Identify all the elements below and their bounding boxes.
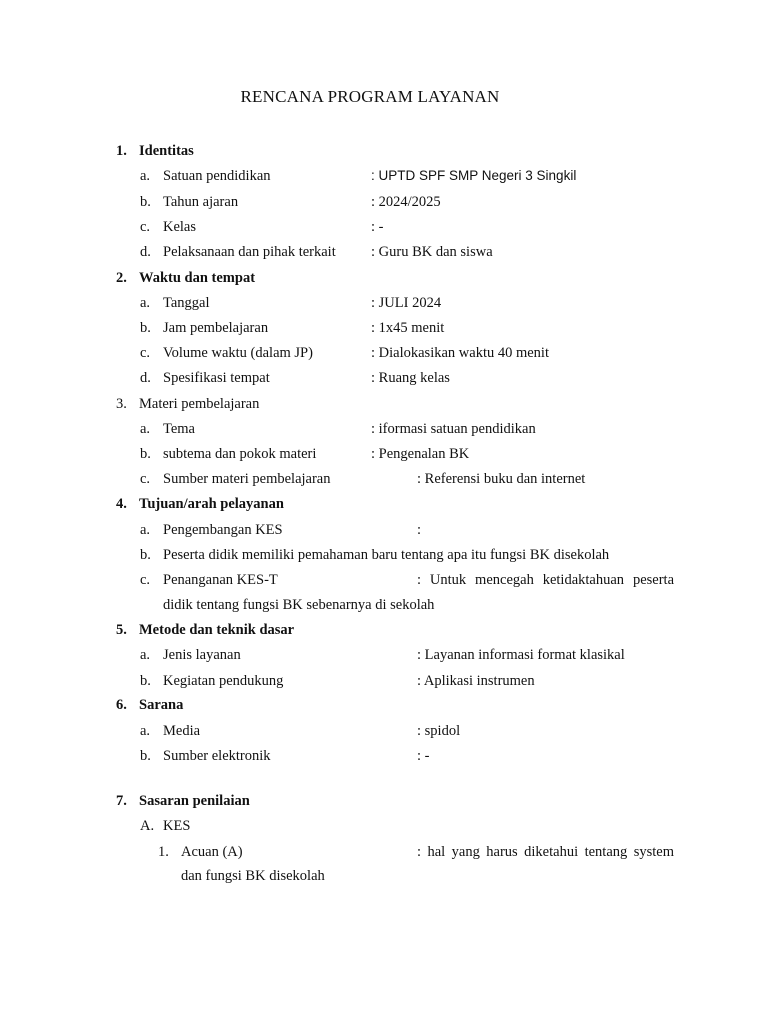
item-value: : Dialokasikan waktu 40 menit	[371, 345, 549, 361]
item-value: : Guru BK dan siswa	[371, 244, 493, 260]
item-value: : -	[371, 219, 384, 235]
item-letter: a.	[140, 723, 151, 739]
item-label: Tanggal	[163, 295, 210, 311]
item-number: 1.	[158, 844, 169, 860]
item-letter: a.	[140, 168, 151, 184]
item-value: : Referensi buku dan internet	[417, 471, 586, 487]
item-label: Pengembangan KES	[163, 522, 283, 538]
item-label: subtema dan pokok materi	[163, 446, 317, 462]
section-number: 7.	[116, 793, 127, 809]
item-label: Peserta didik memiliki pemahaman baru tentang apa itu fungsi BK disekolah	[163, 547, 610, 563]
item-letter: c.	[140, 345, 151, 361]
item-letter: c.	[140, 219, 151, 235]
section-number: 1.	[116, 143, 127, 159]
item-value: : 2024/2025	[371, 194, 441, 210]
item-label: Kelas	[163, 219, 197, 235]
item-label: Penanganan KES-T	[163, 572, 278, 588]
page-title: RENCANA PROGRAM LAYANAN	[240, 87, 500, 106]
section-number: 4.	[116, 496, 127, 512]
item-letter: a.	[140, 421, 151, 437]
item-label: Jam pembelajaran	[163, 320, 269, 336]
section-title: Identitas	[139, 143, 194, 159]
section-title: Tujuan/arah pelayanan	[139, 496, 284, 512]
section-number: 3.	[116, 396, 127, 412]
section-number: 2.	[116, 270, 127, 286]
item-value: : iformasi satuan pendidikan	[371, 421, 536, 437]
item-label: Kegiatan pendukung	[163, 673, 284, 689]
item-label: Sumber elektronik	[163, 748, 271, 764]
item-continuation: dan fungsi BK disekolah	[181, 868, 325, 884]
item-letter: b.	[140, 320, 151, 336]
item-letter: b.	[140, 673, 151, 689]
item-letter: a.	[140, 522, 151, 538]
section-number: 6.	[116, 697, 127, 713]
item-label: Pelaksanaan dan pihak terkait	[163, 244, 336, 260]
item-value: : Ruang kelas	[371, 370, 450, 386]
item-label: Sumber materi pembelajaran	[163, 471, 331, 487]
subsection-letter: A.	[140, 818, 155, 834]
item-value: : Pengenalan BK	[371, 446, 470, 462]
item-letter: d.	[140, 370, 151, 386]
item-label: Tema	[163, 421, 195, 437]
item-label: Media	[163, 723, 201, 739]
section-title: Sasaran penilaian	[139, 793, 250, 809]
item-letter: d.	[140, 244, 151, 260]
subsection-label: KES	[163, 818, 191, 834]
item-label: Acuan (A)	[181, 844, 243, 860]
item-value: : 1x45 menit	[371, 320, 445, 336]
item-label: Tahun ajaran	[163, 194, 239, 210]
item-label: Spesifikasi tempat	[163, 370, 270, 386]
item-label: Jenis layanan	[163, 647, 241, 663]
item-value: : JULI 2024	[371, 295, 442, 311]
item-letter: b.	[140, 446, 151, 462]
item-value: : hal yang harus diketahui tentang system	[417, 844, 674, 860]
item-value: : Aplikasi instrumen	[417, 673, 535, 689]
item-value: : Layanan informasi format klasikal	[417, 647, 625, 663]
item-value: : UPTD SPF SMP Negeri 3 Singkil	[371, 168, 577, 183]
item-value: : spidol	[417, 723, 461, 739]
item-value: :	[417, 522, 422, 538]
section-title: Sarana	[139, 697, 184, 713]
item-letter: a.	[140, 647, 151, 663]
item-letter: b.	[140, 748, 151, 764]
item-letter: b.	[140, 194, 151, 210]
item-continuation: didik tentang fungsi BK sebenarnya di sekolah	[163, 597, 435, 613]
item-letter: c.	[140, 572, 151, 588]
section-number: 5.	[116, 622, 127, 638]
section-title: Metode dan teknik dasar	[139, 622, 295, 638]
item-letter: b.	[140, 547, 151, 563]
item-value: : Untuk mencegah ketidaktahuan peserta	[417, 572, 674, 588]
item-label: Satuan pendidikan	[163, 168, 271, 184]
item-label: Volume waktu (dalam JP)	[163, 345, 313, 361]
item-letter: a.	[140, 295, 151, 311]
section-title: Waktu dan tempat	[139, 270, 256, 286]
item-value: : -	[417, 748, 430, 764]
item-letter: c.	[140, 471, 151, 487]
section-title: Materi pembelajaran	[139, 396, 260, 412]
